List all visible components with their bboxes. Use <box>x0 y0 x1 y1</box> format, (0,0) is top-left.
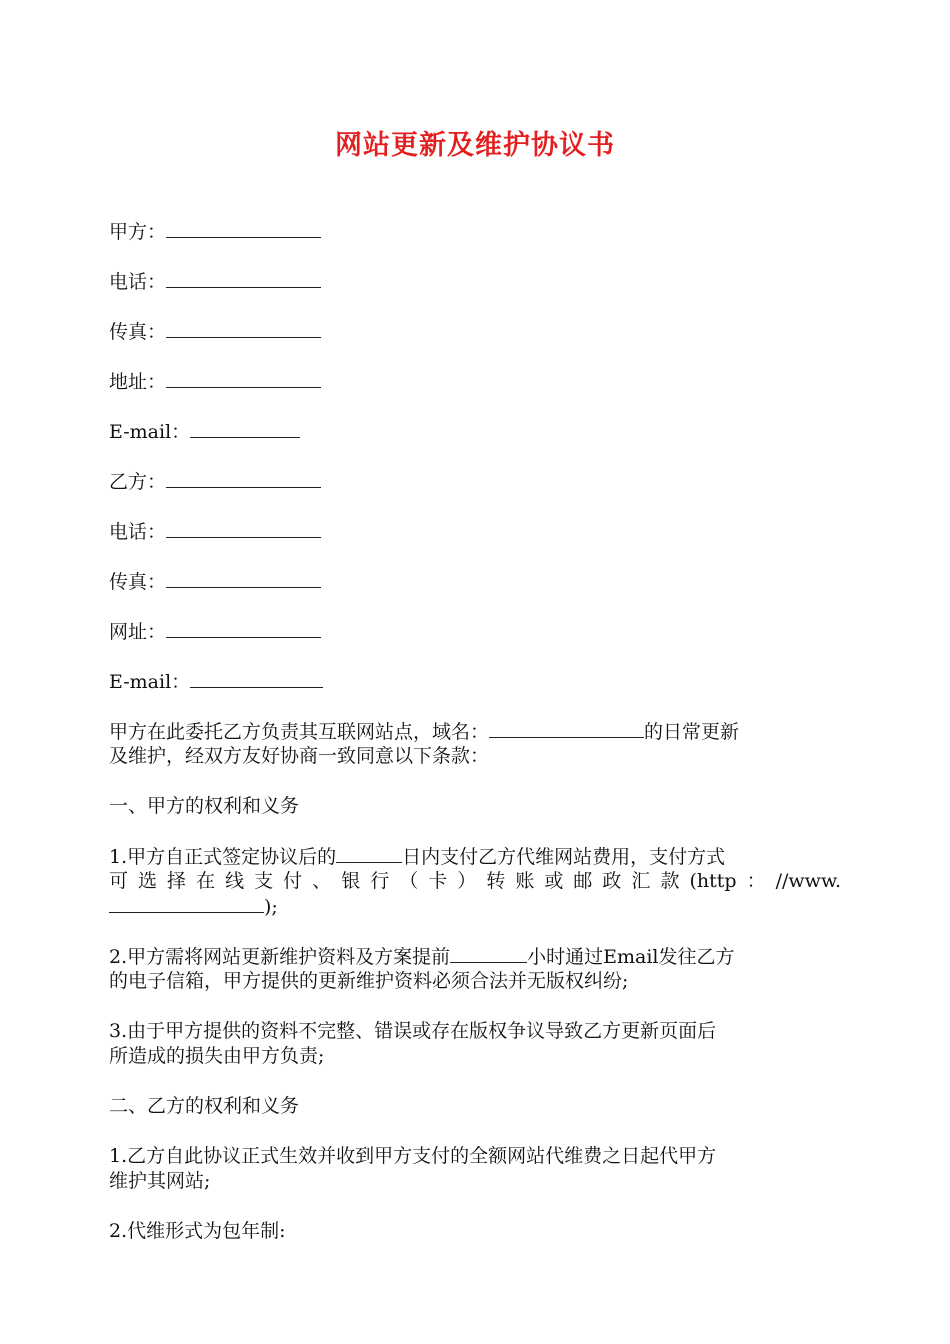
party-a-fax-label: 传真： <box>109 321 167 343</box>
party-b-email-label: E-mail： <box>109 671 191 693</box>
intro-line-1 <box>109 719 739 745</box>
party-b-fax-label: 传真： <box>109 571 167 593</box>
party-b-name-label: 乙方： <box>109 471 167 493</box>
party-a-name-blank[interactable] <box>166 219 321 238</box>
section1-item1-line1 <box>109 844 725 870</box>
party-a-address-line <box>109 369 321 395</box>
party-b-name-line <box>109 469 321 495</box>
party-b-fax-blank[interactable] <box>166 569 321 588</box>
party-a-fax-line <box>109 319 321 345</box>
party-b-email-blank[interactable] <box>190 669 323 688</box>
party-a-address-label: 地址： <box>109 371 167 393</box>
party-b-website-label: 网址： <box>109 621 167 643</box>
section1-item2-part-a: 2.甲方需将网站更新维护资料及方案提前 <box>109 946 451 968</box>
section1-item1-line2: 可选择在线支付、银行（卡）转账或邮政汇款(http：//www. <box>109 870 841 892</box>
party-b-phone-label: 电话： <box>109 521 167 543</box>
payment-url-blank[interactable] <box>109 894 264 913</box>
section1-item2-part-b: 小时通过Email发往乙方 <box>527 946 735 968</box>
party-b-name-blank[interactable] <box>166 469 321 488</box>
party-a-phone-label: 电话： <box>109 271 167 293</box>
party-b-fax-line <box>109 569 321 595</box>
section1-item2-line2: 的电子信箱，甲方提供的更新维护资料必须合法并无版权纠纷; <box>109 970 629 992</box>
advance-hours-blank[interactable] <box>450 944 527 963</box>
section1-item3-line1: 3.由于甲方提供的资料不完整、错误或存在版权争议导致乙方更新页面后 <box>109 1020 717 1042</box>
section1-item1-part-b: 日内支付乙方代维网站费用，支付方式 <box>402 846 726 868</box>
section1-item3-line2: 所造成的损失由甲方负责; <box>109 1045 325 1067</box>
party-b-phone-line <box>109 519 321 545</box>
section2-heading: 二、乙方的权利和义务 <box>109 1095 300 1117</box>
section2-item1-line1: 1.乙方自此协议正式生效并收到甲方支付的全额网站代维费之日起代甲方 <box>109 1145 717 1167</box>
party-b-phone-blank[interactable] <box>166 519 321 538</box>
document-title: 网站更新及维护协议书 <box>335 130 615 161</box>
party-b-website-blank[interactable] <box>166 619 321 638</box>
domain-blank[interactable] <box>489 719 644 738</box>
party-a-name-label: 甲方： <box>109 221 167 243</box>
section2-item2: 2.代维形式为包年制: <box>109 1220 286 1242</box>
party-a-name-line <box>109 219 321 245</box>
party-a-phone-blank[interactable] <box>166 269 321 288</box>
party-a-address-blank[interactable] <box>166 369 321 388</box>
party-b-email-line <box>109 669 323 695</box>
section1-item1-line3-end: ); <box>264 896 278 918</box>
intro-part1: 甲方在此委托乙方负责其互联网站点，域名： <box>109 721 490 743</box>
party-a-email-blank[interactable] <box>190 419 300 438</box>
section1-item1-part-a: 1.甲方自正式签定协议后的 <box>109 846 337 868</box>
party-a-email-line <box>109 419 300 445</box>
intro-part2: 的日常更新 <box>644 721 740 743</box>
party-b-website-line <box>109 619 321 645</box>
section1-item1-line3 <box>109 894 278 920</box>
section1-heading: 一、甲方的权利和义务 <box>109 795 300 817</box>
intro-line-2: 及维护，经双方友好协商一致同意以下条款： <box>109 745 490 767</box>
party-a-email-label: E-mail： <box>109 421 191 443</box>
party-a-fax-blank[interactable] <box>166 319 321 338</box>
payment-days-blank[interactable] <box>336 844 402 863</box>
party-a-phone-line <box>109 269 321 295</box>
section2-item1-line2: 维护其网站; <box>109 1170 211 1192</box>
section1-item2-line1 <box>109 944 735 970</box>
section1-item1-line2-wrap <box>109 869 841 894</box>
